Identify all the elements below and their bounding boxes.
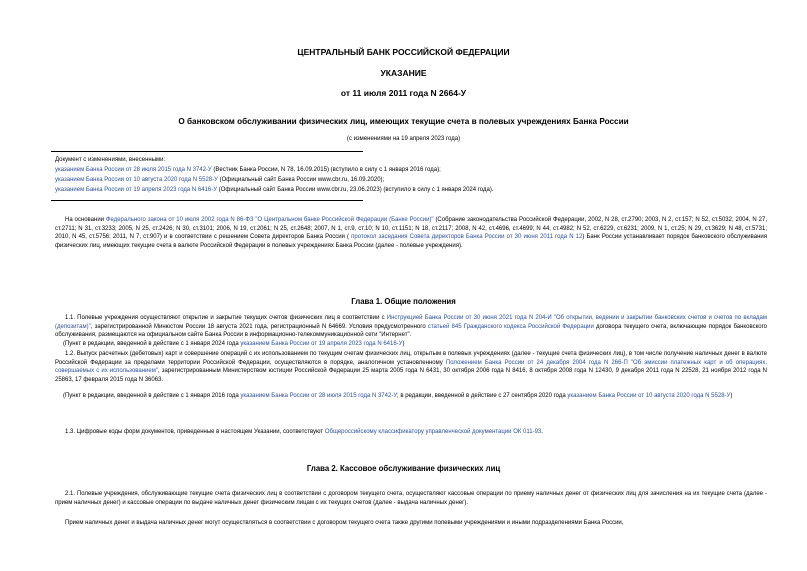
chapter1-heading: Глава 1. Общие положения (351, 297, 456, 306)
instruction-link[interactable]: Инструкцией Банка России от 30 июня 2021 года N 204-И "Об открытии, ведении и закрытии банковских счетов и счетов по вкладам (депозитам)" (55, 315, 767, 330)
paragraph-1-3: 1.3. Цифровые коды форм документов, приведенные в настоящем Указании, соответствуют Общероссийскому классификатору управленческой документации ОК 011-93. (65, 429, 543, 435)
org-name: ЦЕНТРАЛЬНЫЙ БАНК РОССИЙСКОЙ ФЕДЕРАЦИИ (297, 47, 510, 57)
changes-intro: Документ с изменениями, внесенными: (55, 157, 166, 163)
doc-type: УКАЗАНИЕ (380, 68, 427, 78)
protocol-link[interactable]: протокол заседания Совета директоров Банка России от 30 июня 2011 года N 12 (351, 234, 583, 240)
civil-code-link[interactable]: статьей 845 Гражданского кодекса Российской Федерации (427, 323, 594, 330)
change-item: указанием Банка России от 10 августа 2020 года N 5528-У (Официальный сайт Банка России www.cbr.ru, 16.09.2020); (55, 177, 385, 183)
divider-top (51, 151, 363, 152)
doc-title: О банковском обслуживании физических лиц, имеющих текущие счета в полевых учреждениях Банка России (178, 117, 629, 126)
note-link-6416[interactable]: указанием Банка России от 19 апреля 2023 года N 6416-У (240, 341, 403, 347)
note-1-1: (Пункт в редакции, введенной в действие с 1 января 2024 года указанием Банка России от 19 апреля 2023 года N 6416-У) (63, 341, 405, 347)
change-link-3[interactable]: указанием Банка России от 19 апреля 2023 года N 6416-У (55, 187, 218, 193)
paragraph-2-1: 2.1. Полевые учреждения, обслуживающие текущие счета физических лиц в соответствии с договором текущего счета, осуществляют кассовые операции по приему наличных денег от физических лиц для зачисления на их текущие счета (далее - прием наличных денег) и кассовые операции по выдаче наличных денег физическим лицам с их текущих счетов (далее - выдача наличных денег). (55, 491, 767, 506)
note-1-2: (Пункт в редакции, введенной в действие с 1 января 2016 года указанием Банка России от 28 июля 2015 года N 3742-У; в редакции, введенной в действие с 27 сентября 2020 года указанием Банка России от 10 августа 2020 года N 5528-У) (63, 393, 733, 399)
paragraph-1-1: 1.1. Полевые учреждения осуществляют открытие и закрытие текущих счетов физических лиц в соответствии с Инструкцией Банка России от 30 июня 2021 года N 204-И "Об открытии, ведении и закрытии банковских счетов и счетов по вкладам (депозитам)", зарегистрированной Минюстом России 18 августа 2021 года, регистрационный N 64669. Условия предусмотренного статьей 845 Гражданского кодекса Российской Федерации договора текущего счета, включающие порядок банковского обслуживания, размещаются на официальном сайте Банка России в информационно-телекоммуникационной сети "Интернет". (55, 315, 768, 338)
classifier-link[interactable]: Общероссийскому классификатору управленческой документации ОК 011-93 (324, 429, 542, 435)
regulation-266-link[interactable]: Положением Банка России от 24 декабря 2004 года N 266-П "Об эмиссии платежных карт и об операциях, совершаемых с их использованием" (55, 359, 767, 374)
preamble: На основании Федерального закона от 10 июля 2002 года N 86-ФЗ "О Центральном банке Российской Федерации (Банке России)" (Собрание законодательства Российской Федерации, 2002, N 28, ст.2790; 2003, N 2, ст.157; N 52, ст.5032; 2004, N 27, ст.2711; N 31, ст.3233; 2005, N 25, ст.2426; N 30, ст.3101; 2006, N 19, ст.2061; N 25, ст.2648; 2007, N 1, ст.9, ст.10; N 10, ст.1151; N 18, ст.2117; 2008, N 42, ст.4696, ст.4699; N 44, ст.4982; N 52, ст.6229, ст.6231; 2009, N 1, ст.25; N 29, ст.3629; N 48, ст.5731; 2010, N 45, ст.5756; 2011, N 7, ст.907) и в соответствии с решением Совета директоров Банка России ( протокол заседания Совета директоров Банка России от 30 июня 2011 года N 12) Банк России устанавливает порядок банковского обслуживания физических лиц, имеющих текущие счета в валюте Российской Федерации в полевых учреждениях Банка России (далее - полевые учреждения). (55, 217, 768, 249)
edition-note: (с изменениями на 19 апреля 2023 года) (346, 136, 461, 142)
paragraph-1-2: 1.2. Выпуск расчетных (дебетовых) карт и совершение операций с их использованием по текущим счетам физических лиц, открытым в полевых учреждениях (далее - текущие счета физических лиц), в том числе получение наличных денег в валюте Российской Федерации за пределами территории Российской Федерации, осуществляются в порядке, аналогичном установленному Положением Банка России от 24 декабря 2004 года N 266-П "Об эмиссии платежных карт и об операциях, совершаемых с их использованием", зарегистрированным Министерством юстиции Российской Федерации 25 марта 2005 года N 6431, 30 октября 2006 года N 8416, 8 октября 2008 года N 12430, 9 декабря 2011 года N 22528, 21 ноября 2012 года N 25863, 17 февраля 2015 года N 36063. (55, 351, 767, 383)
change-link-1[interactable]: указанием Банка России от 28 июля 2015 года N 3742-У (55, 167, 212, 173)
change-item: указанием Банка России от 28 июля 2015 года N 3742-У (Вестник Банка России, N 78, 16.09.2015) (вступило в силу с 1 января 2016 года); (55, 167, 441, 173)
divider-bottom (51, 200, 363, 201)
doc-date: от 11 июля 2011 года N 2664-У (340, 88, 467, 98)
change-link-2[interactable]: указанием Банка России от 10 августа 2020 года N 5528-У (55, 177, 218, 183)
chapter2-heading: Глава 2. Кассовое обслуживание физических лиц (306, 464, 501, 473)
note-link-5528[interactable]: указанием Банка России от 10 августа 2020 года N 5528-У (567, 393, 731, 399)
note-link-3742[interactable]: указанием Банка России от 28 июля 2015 года N 3742-У (240, 393, 397, 399)
paragraph-2-1-cont: Прием наличных денег и выдача наличных денег могут осуществляться в соответствии с договором текущего счета также другими полевыми учреждениями и иными подразделениями Банка России, (65, 520, 624, 526)
law-link[interactable]: Федерального закона от 10 июля 2002 года N 86-ФЗ "О Центральном банке Российской Федерации (Банке России)" (105, 217, 434, 223)
change-item: указанием Банка России от 19 апреля 2023 года N 6416-У (Официальный сайт Банка России www.cbr.ru, 23.06.2023) (вступило в силу с 1 января 2024 года). (55, 187, 494, 193)
changes-block (55, 155, 755, 195)
